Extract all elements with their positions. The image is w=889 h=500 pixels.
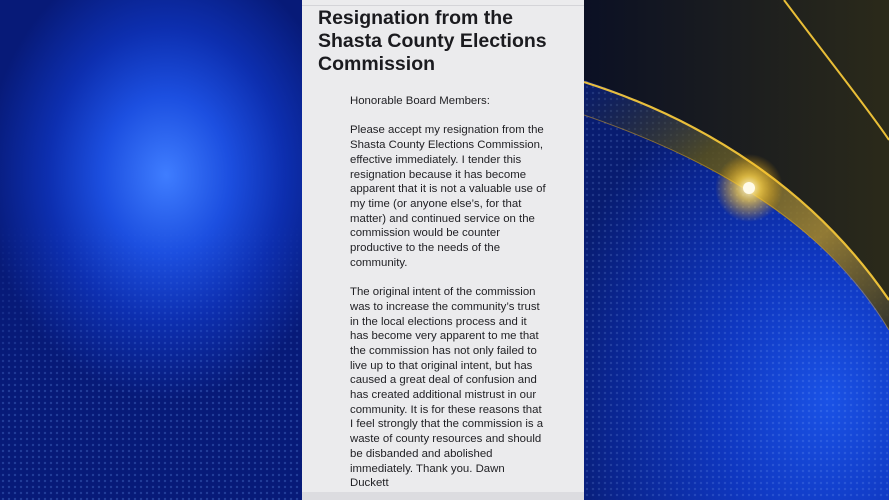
letter-title: Resignation from the Shasta County Elections Commission <box>318 7 547 75</box>
gold-swoosh-graphic <box>584 0 889 500</box>
blue-background-right <box>584 0 889 500</box>
document-top-divider <box>302 5 584 6</box>
dot-pattern <box>0 220 302 500</box>
letter-body <box>350 94 546 500</box>
document-bottom-edge <box>302 492 584 500</box>
letter-salutation: Honorable Board Members: <box>350 95 490 107</box>
letter-paragraph-1: Please accept my resignation from the Shasta County Elections Commission, effective immediately. I tender this resignation because it has become apparent that it is not a valuable use of my time (or anyone else’s, for that matter) and continued service on the commission would be counter productive to the needs of the community. <box>350 124 546 269</box>
blue-background-left <box>0 0 302 500</box>
resignation-letter-document <box>302 0 584 500</box>
letter-paragraph-2: The original intent of the commission was to increase the community’s trust in the local elections process and it has become very apparent to me that the commission has not only failed to live up to that original intent, but has caused a great deal of confusion and has created additional mistrust in our community. It is for these reasons that I feel strongly that the commission is a waste of county resources and should be disbanded and abolished immediately. Thank you. Dawn Duckett <box>350 286 544 490</box>
